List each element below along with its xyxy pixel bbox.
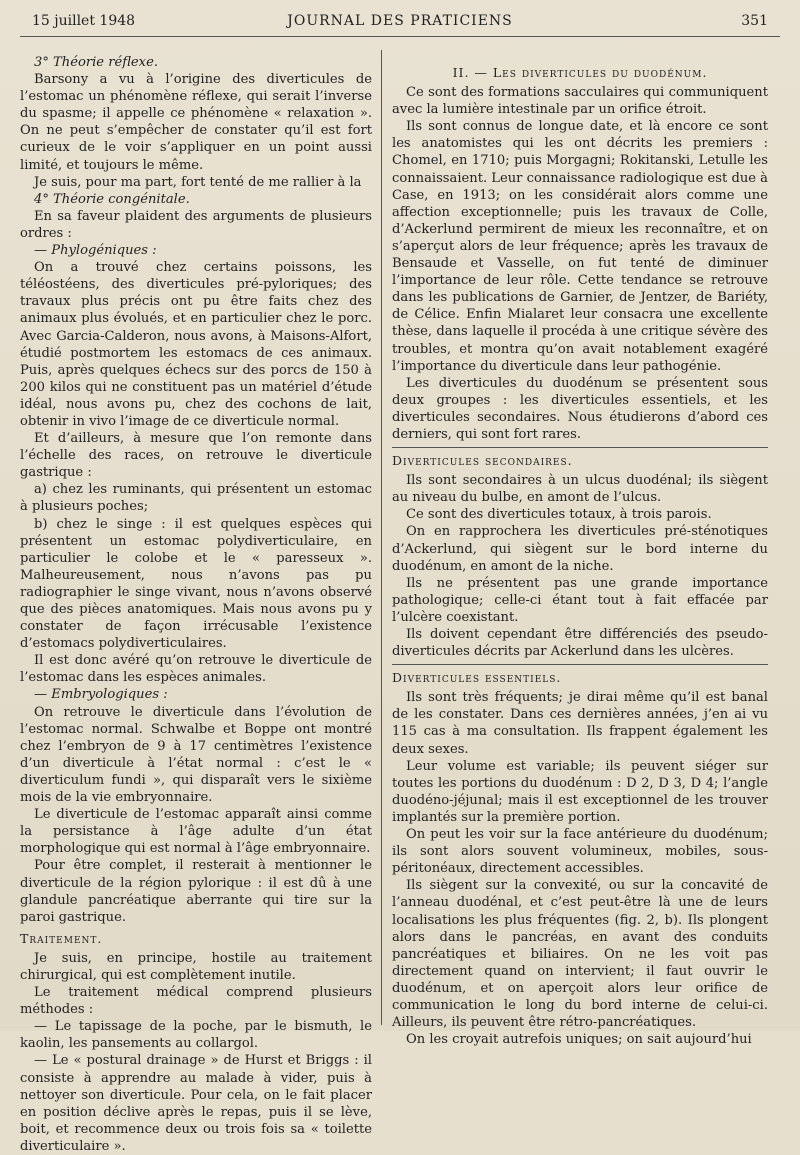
paragraph: Les diverticules du duodénum se présentent sous deux groupes : les diverticules essentiels, et les diverticules secondaires. Nous étudierons d’abord ces derniers, qui sont fort rares.: [392, 375, 768, 442]
page-header: [20, 6, 780, 37]
section-heading: Diverticules essentiels.: [392, 670, 562, 686]
paragraph: Le diverticule de l’estomac apparaît ainsi comme la persistance à l’âge adulte d’un état morphologique qui est normal à l’âge embryonnaire.: [20, 807, 372, 857]
paragraph: Le traitement médical comprend plusieurs méthodes :: [20, 985, 372, 1018]
section-heading: II. — Les diverticules du duodénum.: [452, 65, 708, 80]
paragraph: a) chez les ruminants, qui présentent un estomac à plusieurs poches;: [20, 482, 372, 515]
paragraph: On peut les voir sur la face antérieure du duodénum; ils sont alors souvent volumineux, mobiles, sous-péritonéaux, directement accessibles.: [392, 827, 768, 877]
paragraph: Et d’ailleurs, à mesure que l’on remonte dans l’échelle des races, on retrouve le diverticule gastrique :: [20, 431, 372, 481]
paragraph: Pour être complet, il resterait à mentionner le diverticule de la région pylorique : il est dû à une glandule pancréatique aberrante qui tire sur la paroi gastrique.: [20, 858, 372, 925]
paragraph: On les croyait autrefois uniques; on sait aujourd’hui: [406, 1032, 752, 1048]
right-column: [392, 60, 768, 1048]
section-subheading: — Phylogéniques :: [34, 243, 157, 259]
paragraph: En sa faveur plaident des arguments de plusieurs ordres :: [20, 208, 372, 241]
paragraph: b) chez le singe : il est quelques espèces qui présentent un estomac polydiverticulaire, en particulier le colobe et le « paresseux ». Malheureusement, nous n’avons pas pu radiographier le singe vivant, nous n’avons observé que des pièces anatomiques. Mais nous avons pu y constater de façon irrécusable l’existence d’estomacs polydiverticulaires.: [20, 516, 372, 652]
paragraph: Je suis, pour ma part, fort tenté de me rallier à la: [34, 174, 362, 190]
journal-title: JOURNAL DES PRATICIENS: [287, 13, 513, 29]
paragraph: Ce sont des formations sacculaires qui communiquent avec la lumière intestinale par un orifice étroit.: [392, 85, 768, 118]
paragraph: — Le « postural drainage » de Hurst et Briggs : il consiste à apprendre au malade à vider, puis à nettoyer son diverticule. Pour cela, on le fait placer en position déclive après le repas, puis il se lève, boit, et recommence deux ou trois fois sa « toilette diverticulaire ».: [20, 1053, 372, 1154]
paragraph: On a trouvé chez certains poissons, les téléostéens, des diverticules pré-pyloriques; des travaux plus précis ont pu être faits chez des animaux plus évolués, et en particulier chez le porc. Avec Garcia-Calderon, nous avons, à Maisons-Alfort, étudié postmortem les estomacs de ces animaux. Puis, après quelques échecs sur des porcs de 150 à 200 kilos qui ne constituent pas un matériel d’étude idéal, nous avons pu, chez des cochons de lait, obtenir in vivo l’image de ce diverticule normal.: [20, 260, 372, 429]
section-rule: [392, 664, 768, 665]
paragraph: On retrouve le diverticule dans l’évolution de l’estomac normal. Schwalbe et Boppe ont montré chez l’embryon de 9 à 17 centimètres l’existence d’un diverticule à l’état normal : c’est le « diverticulum fundi », qui disparaît vers le sixième mois de la vie embryonnaire.: [20, 704, 372, 806]
header-date: 15 juillet 1948: [32, 13, 136, 29]
column-divider: [381, 50, 382, 1025]
section-heading: Traitement.: [20, 930, 103, 946]
left-column: [20, 54, 372, 1155]
paragraph: Il est donc avéré qu’on retrouve le diverticule de l’estomac dans les espèces animales.: [20, 653, 372, 686]
paragraph: Ils sont très fréquents; je dirai même qu’il est banal de les constater. Dans ces dernières années, j’en ai vu 115 cas à ma consultation. Ils frappent également les deux sexes.: [392, 690, 768, 757]
paragraph: Ils ne présentent pas une grande importance pathologique; celle-ci étant tout à fait effacée par l’ulcère coexistant.: [392, 575, 768, 625]
paragraph: Ils siègent sur la convexité, ou sur la concavité de l’anneau duodénal, et c’est peut-être là une de leurs localisations les plus fréquentes (fig. 2, b). Ils plongent alors dans le pancréas, en avant des conduits pancréatiques et biliaires. On ne les voit pas directement quand on intervient; il faut ouvrir le duodénum, et on aperçoit alors leur orifice de communication le long du bord interne de celui-ci. Ailleurs, ils peuvent être rétro-pancréatiques.: [392, 878, 768, 1031]
paragraph: Ils sont connus de longue date, et là encore ce sont les anatomistes qui les ont décrits les premiers : Chomel, en 1710; puis Morgagni; Rokitanski, Letulle les connaissaient. Leur connaissance radiologique est due à Case, en 1913; on les considérait alors comme une affection exceptionnelle; puis les travaux de Colle, d’Ackerlund permirent de mieux les reconnaître, et on s’aperçut alors de leur fréquence; après les travaux de Bensaude et Vasselle, on fut tenté de diminuer l’importance de leur rôle. Cette tendance se retrouve dans les publications de Garnier, de Jentzer, de Bariéty, de Célice. Enfin Mialaret leur consacra une excellente thèse, dans laquelle il procéda à une critique sévère des troubles, et montra qu’on avait notablement exagéré l’importance du diverticule dans leur pathogénie.: [392, 119, 768, 374]
section-subheading: 4° Théorie congénitale.: [34, 191, 190, 207]
section-heading: Diverticules secondaires.: [392, 453, 573, 469]
paragraph: Ils doivent cependant être différenciés des pseudo-diverticules décrits par Ackerlund dans les ulcères.: [392, 627, 768, 660]
section-rule: [392, 447, 768, 448]
section-subheading: — Embryologiques :: [34, 687, 168, 703]
paragraph: Ils sont secondaires à un ulcus duodénal; ils siègent au niveau du bulbe, en amont de l’ulcus.: [392, 473, 768, 506]
page-number: 351: [741, 13, 768, 29]
section-subheading: 3° Théorie réflexe.: [34, 55, 158, 70]
paragraph: Ce sont des diverticules totaux, à trois parois.: [406, 507, 712, 523]
paragraph: Je suis, en principe, hostile au traitement chirurgical, qui est complètement inutile.: [20, 950, 372, 983]
paragraph: Barsony a vu à l’origine des diverticules de l’estomac un phénomène réflexe, qui serait l’inverse du spasme; il appelle ce phénomène « relaxation ». On ne peut s’empêcher de constater qu’il est fort curieux de le voir s’appliquer en un point aussi limité, et toujours le même.: [20, 72, 372, 173]
paragraph: — Le tapissage de la poche, par le bismuth, le kaolin, les pansements au collargol.: [20, 1019, 372, 1052]
paragraph: Leur volume est variable; ils peuvent siéger sur toutes les portions du duodénum : D 2, D 3, D 4; l’angle duodéno-jéjunal; mais il est exceptionnel de les trouver implantés sur la première portion.: [392, 758, 768, 825]
paragraph: On en rapprochera les diverticules pré-sténotiques d’Ackerlund, qui siègent sur le bord interne du duodénum, en amont de la niche.: [392, 524, 768, 574]
